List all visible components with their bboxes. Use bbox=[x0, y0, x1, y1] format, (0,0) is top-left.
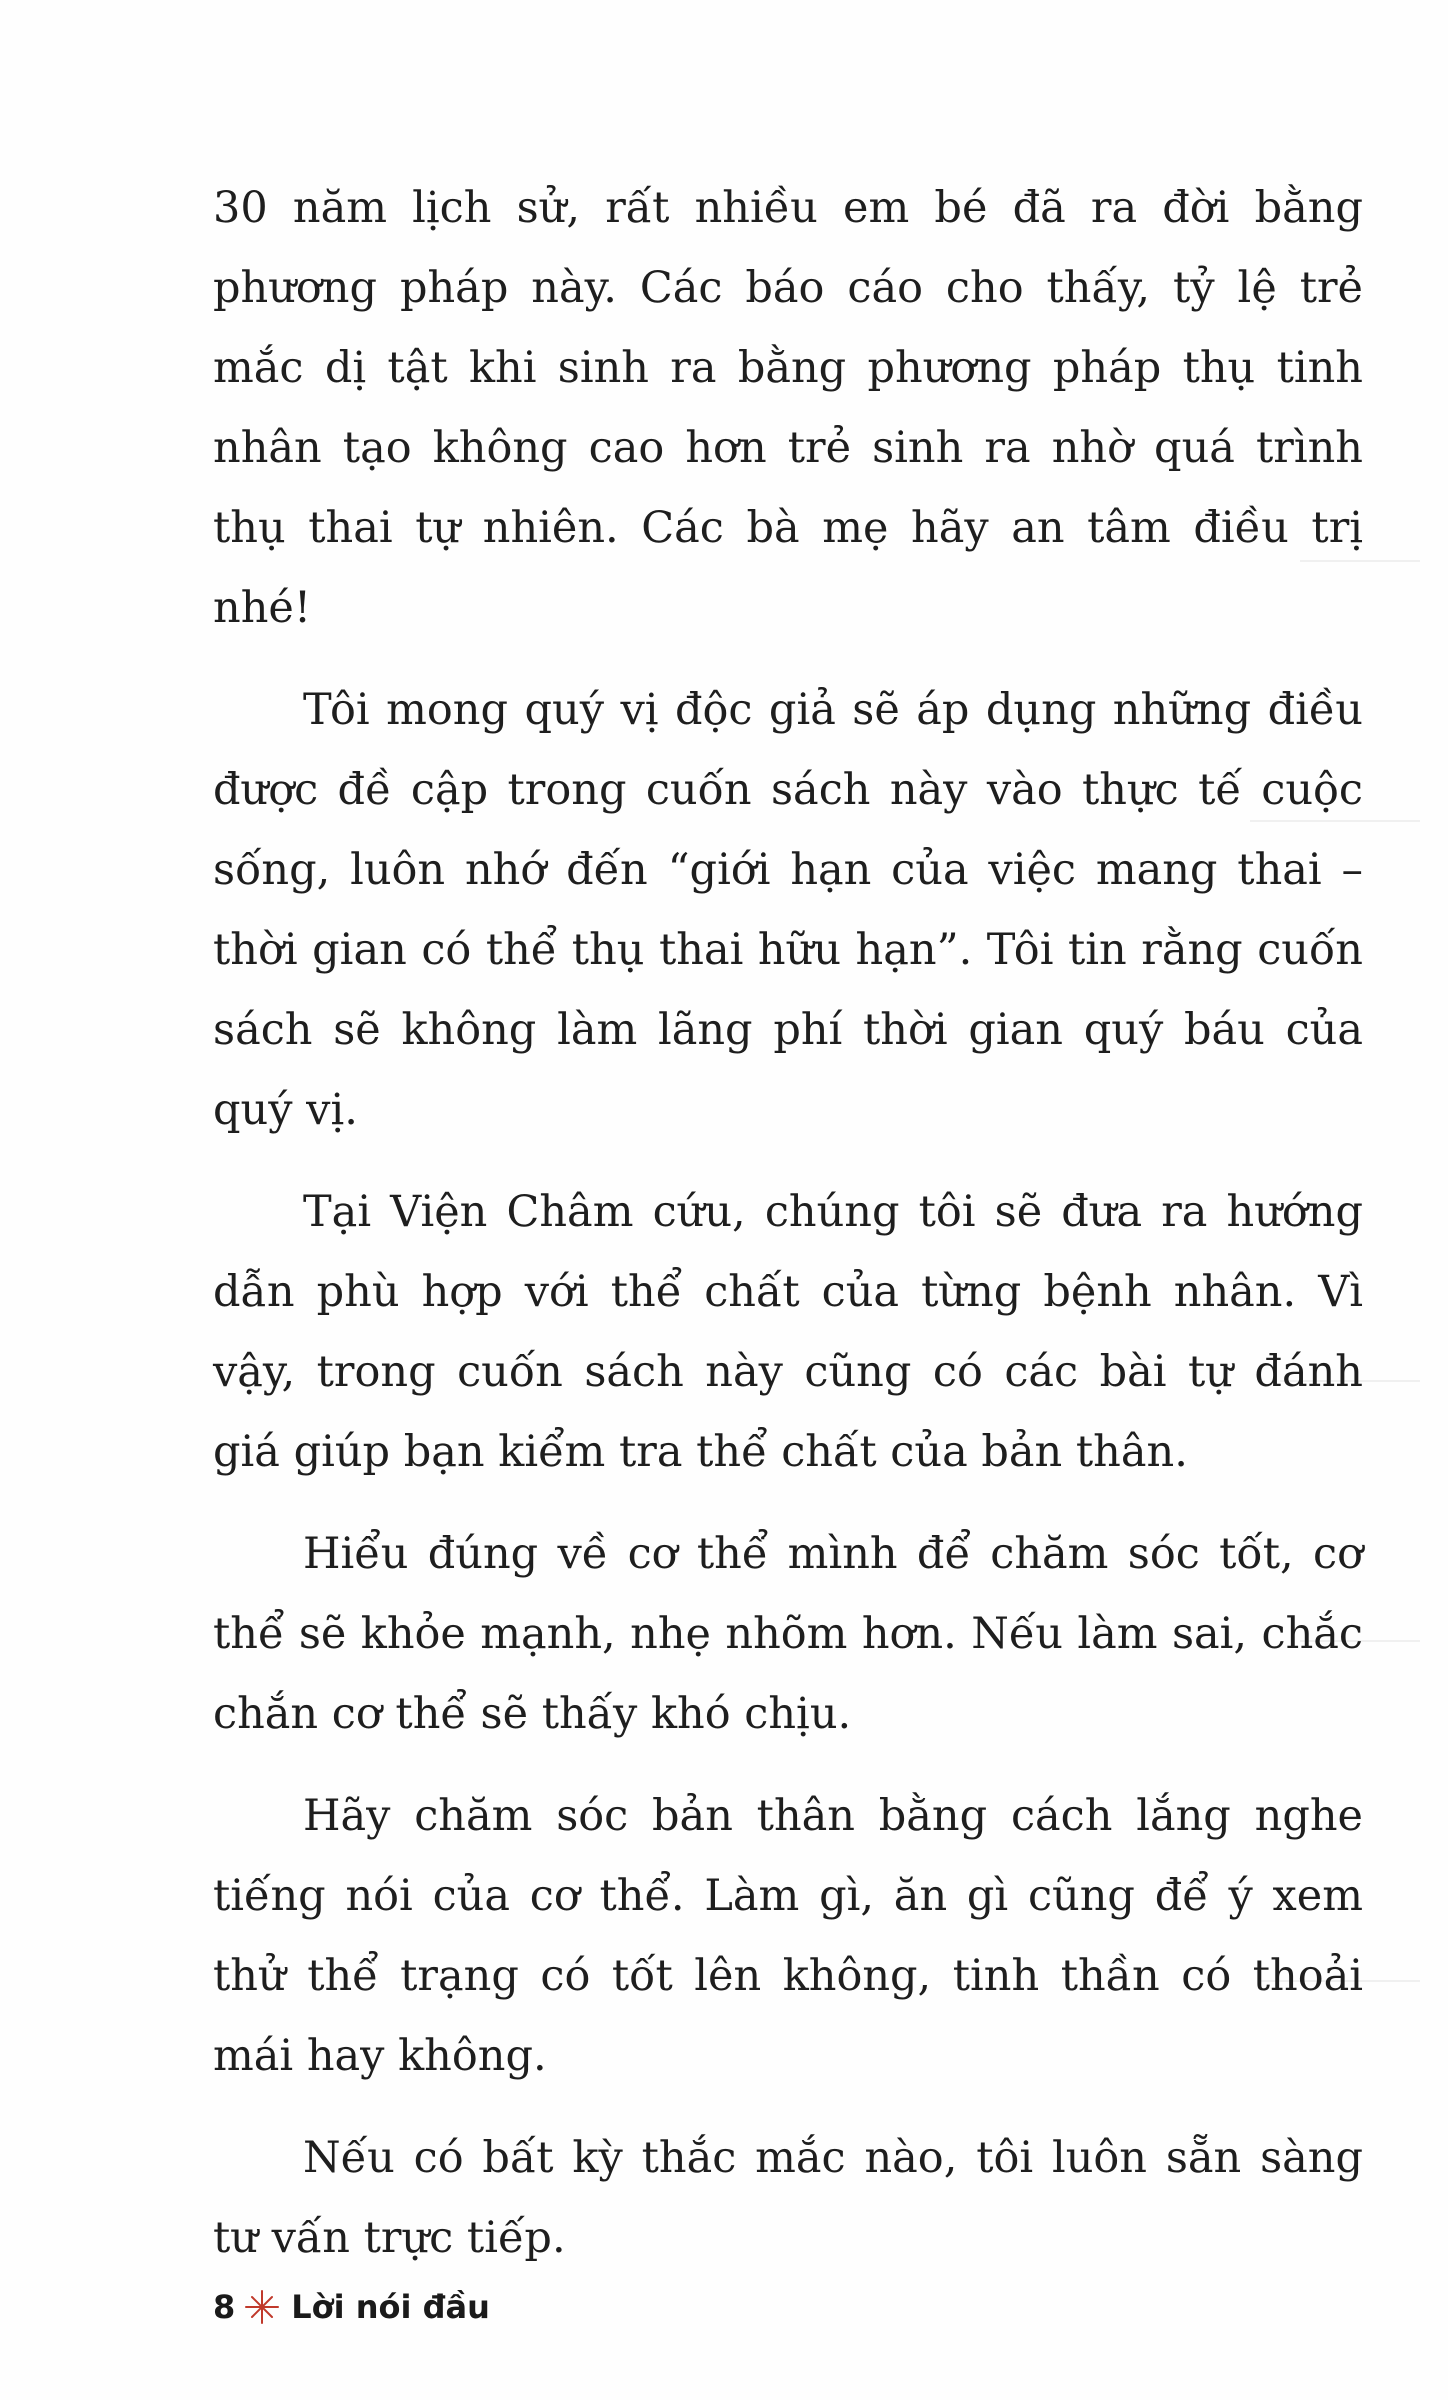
paragraph: Tôi mong quý vị độc giả sẽ áp dụng những điều được đề cập trong cuốn sách này vào thực tế cuộc sống, luôn nhớ đến “giới hạn của việc mang thai – thời gian có thể thụ thai hữu hạn”. Tôi tin rằng cuốn sách sẽ không làm lãng phí thời gian quý báu của quý vị. bbox=[213, 685, 1363, 1135]
page-footer bbox=[213, 2282, 490, 2332]
paragraph: Nếu có bất kỳ thắc mắc nào, tôi luôn sẵn sàng tư vấn trực tiếp. bbox=[213, 2133, 1363, 2263]
paragraph-continued: 30 năm lịch sử, rất nhiều em bé đã ra đời bằng phương pháp này. Các báo cáo cho thấy, tỷ lệ trẻ mắc dị tật khi sinh ra bằng phương pháp thụ tinh nhân tạo không cao hơn trẻ sinh ra nhờ quá trình thụ thai tự nhiên. Các bà mẹ hãy an tâm điều trị nhé! bbox=[213, 183, 1363, 633]
page-number: 8 bbox=[213, 2288, 236, 2326]
asterisk-star-icon bbox=[245, 2290, 279, 2324]
section-title: Lời nói đầu bbox=[291, 2288, 490, 2326]
paragraph: Tại Viện Châm cứu, chúng tôi sẽ đưa ra hướng dẫn phù hợp với thể chất của từng bệnh nhân. Vì vậy, trong cuốn sách này cũng có các bài tự đánh giá giúp bạn kiểm tra thể chất của bản thân. bbox=[213, 1187, 1363, 1477]
body-text bbox=[213, 168, 1363, 2300]
paragraph: Hãy chăm sóc bản thân bằng cách lắng nghe tiếng nói của cơ thể. Làm gì, ăn gì cũng để ý xem thử thể trạng có tốt lên không, tinh thần có thoải mái hay không. bbox=[213, 1791, 1363, 2081]
paragraph: Hiểu đúng về cơ thể mình để chăm sóc tốt, cơ thể sẽ khỏe mạnh, nhẹ nhõm hơn. Nếu làm sai, chắc chắn cơ thể sẽ thấy khó chịu. bbox=[213, 1529, 1363, 1739]
